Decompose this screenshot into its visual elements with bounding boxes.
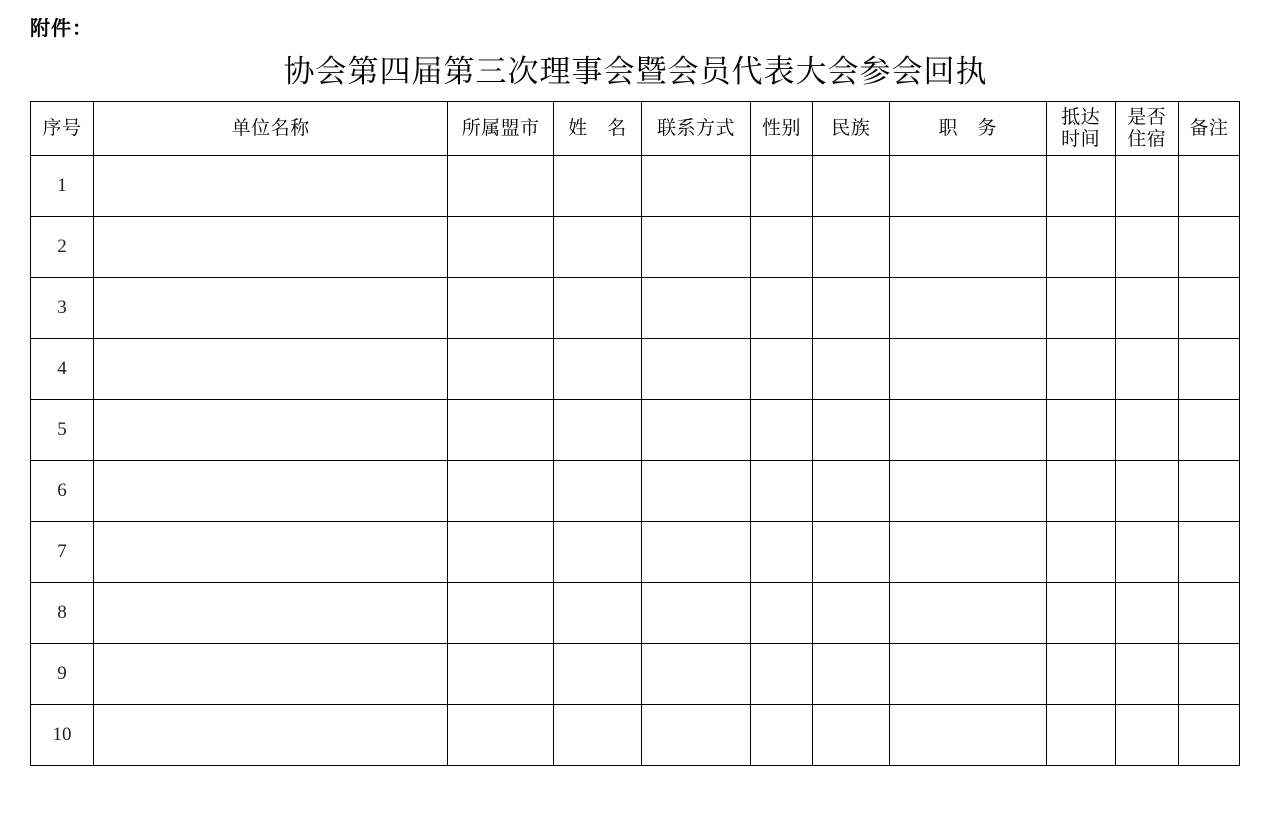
cell-region[interactable]	[448, 156, 554, 217]
attachment-label: 附件：	[30, 18, 93, 40]
cell-lodging[interactable]	[1115, 156, 1178, 217]
cell-arrival-time[interactable]	[1046, 583, 1115, 644]
page-title: 协会第四届第三次理事会暨会员代表大会参会回执	[283, 54, 988, 89]
cell-ethnicity[interactable]	[812, 705, 889, 766]
cell-gender[interactable]	[751, 644, 812, 705]
cell-index: 2	[31, 217, 94, 278]
cell-remark[interactable]	[1178, 522, 1239, 583]
table-row	[31, 583, 1240, 644]
cell-region[interactable]	[448, 400, 554, 461]
cell-lodging[interactable]	[1115, 278, 1178, 339]
cell-remark[interactable]	[1178, 583, 1239, 644]
column-header-contact: 联系方式	[641, 102, 751, 156]
cell-name[interactable]	[554, 217, 642, 278]
cell-unit[interactable]	[94, 705, 448, 766]
cell-unit[interactable]	[94, 156, 448, 217]
table-row	[31, 217, 1240, 278]
column-header-arrival-time	[1046, 102, 1115, 156]
cell-arrival-time[interactable]	[1046, 156, 1115, 217]
cell-lodging[interactable]	[1115, 583, 1178, 644]
cell-name[interactable]	[554, 339, 642, 400]
cell-index: 9	[31, 644, 94, 705]
cell-index: 7	[31, 522, 94, 583]
cell-gender[interactable]	[751, 400, 812, 461]
cell-position[interactable]	[889, 461, 1046, 522]
cell-contact[interactable]	[641, 278, 751, 339]
table-row	[31, 400, 1240, 461]
receipt-table	[30, 101, 1240, 766]
cell-arrival-time[interactable]	[1046, 522, 1115, 583]
cell-remark[interactable]	[1178, 400, 1239, 461]
cell-unit[interactable]	[94, 461, 448, 522]
receipt-table-container	[30, 101, 1240, 766]
cell-region[interactable]	[448, 278, 554, 339]
column-header-lodging-line1: 是否	[1127, 106, 1167, 128]
cell-gender[interactable]	[751, 217, 812, 278]
cell-ethnicity[interactable]	[812, 522, 889, 583]
cell-region[interactable]	[448, 644, 554, 705]
cell-lodging[interactable]	[1115, 400, 1178, 461]
cell-ethnicity[interactable]	[812, 278, 889, 339]
column-header-unit: 单位名称	[94, 102, 448, 156]
cell-gender[interactable]	[751, 461, 812, 522]
cell-arrival-time[interactable]	[1046, 339, 1115, 400]
cell-lodging[interactable]	[1115, 644, 1178, 705]
cell-lodging[interactable]	[1115, 461, 1178, 522]
table-row	[31, 156, 1240, 217]
table-body	[31, 156, 1240, 766]
cell-position[interactable]	[889, 339, 1046, 400]
cell-index: 1	[31, 156, 94, 217]
cell-name[interactable]	[554, 156, 642, 217]
cell-remark[interactable]	[1178, 705, 1239, 766]
table-row	[31, 522, 1240, 583]
cell-position[interactable]	[889, 644, 1046, 705]
cell-remark[interactable]	[1178, 339, 1239, 400]
column-header-arrival-time-line1: 抵达	[1061, 106, 1101, 128]
cell-index: 4	[31, 339, 94, 400]
cell-region[interactable]	[448, 583, 554, 644]
cell-gender[interactable]	[751, 705, 812, 766]
cell-ethnicity[interactable]	[812, 217, 889, 278]
cell-name[interactable]	[554, 522, 642, 583]
cell-unit[interactable]	[94, 583, 448, 644]
cell-arrival-time[interactable]	[1046, 400, 1115, 461]
cell-position[interactable]	[889, 522, 1046, 583]
table-row	[31, 278, 1240, 339]
table-row	[31, 461, 1240, 522]
cell-ethnicity[interactable]	[812, 461, 889, 522]
cell-remark[interactable]	[1178, 156, 1239, 217]
cell-remark[interactable]	[1178, 217, 1239, 278]
cell-lodging[interactable]	[1115, 339, 1178, 400]
table-header-row	[31, 102, 1240, 156]
cell-lodging[interactable]	[1115, 217, 1178, 278]
cell-contact[interactable]	[641, 217, 751, 278]
cell-ethnicity[interactable]	[812, 339, 889, 400]
column-header-gender: 性别	[751, 102, 812, 156]
cell-position[interactable]	[889, 156, 1046, 217]
column-header-lodging-line2: 住宿	[1127, 128, 1167, 150]
cell-ethnicity[interactable]	[812, 400, 889, 461]
cell-gender[interactable]	[751, 156, 812, 217]
cell-gender[interactable]	[751, 522, 812, 583]
cell-index: 5	[31, 400, 94, 461]
cell-arrival-time[interactable]	[1046, 705, 1115, 766]
cell-name[interactable]	[554, 705, 642, 766]
cell-unit[interactable]	[94, 644, 448, 705]
cell-region[interactable]	[448, 217, 554, 278]
cell-unit[interactable]	[94, 339, 448, 400]
cell-contact[interactable]	[641, 644, 751, 705]
cell-arrival-time[interactable]	[1046, 644, 1115, 705]
cell-contact[interactable]	[641, 522, 751, 583]
cell-position[interactable]	[889, 705, 1046, 766]
cell-name[interactable]	[554, 583, 642, 644]
table-row	[31, 644, 1240, 705]
cell-index: 8	[31, 583, 94, 644]
cell-region[interactable]	[448, 522, 554, 583]
cell-contact[interactable]	[641, 400, 751, 461]
table-row	[31, 705, 1240, 766]
cell-region[interactable]	[448, 705, 554, 766]
column-header-index: 序号	[31, 102, 94, 156]
cell-position[interactable]	[889, 583, 1046, 644]
cell-lodging[interactable]	[1115, 522, 1178, 583]
cell-unit[interactable]	[94, 400, 448, 461]
column-header-lodging	[1115, 102, 1178, 156]
cell-contact[interactable]	[641, 461, 751, 522]
cell-gender[interactable]	[751, 583, 812, 644]
cell-name[interactable]	[554, 400, 642, 461]
cell-name[interactable]	[554, 278, 642, 339]
cell-unit[interactable]	[94, 522, 448, 583]
cell-position[interactable]	[889, 400, 1046, 461]
table-row	[31, 339, 1240, 400]
cell-unit[interactable]	[94, 217, 448, 278]
cell-remark[interactable]	[1178, 461, 1239, 522]
cell-ethnicity[interactable]	[812, 156, 889, 217]
cell-lodging[interactable]	[1115, 705, 1178, 766]
cell-arrival-time[interactable]	[1046, 461, 1115, 522]
column-header-position: 职 务	[889, 102, 1046, 156]
cell-contact[interactable]	[641, 156, 751, 217]
cell-contact[interactable]	[641, 705, 751, 766]
cell-index: 10	[31, 705, 94, 766]
cell-position[interactable]	[889, 278, 1046, 339]
cell-index: 3	[31, 278, 94, 339]
cell-contact[interactable]	[641, 583, 751, 644]
cell-arrival-time[interactable]	[1046, 278, 1115, 339]
column-header-remark: 备注	[1178, 102, 1239, 156]
cell-name[interactable]	[554, 461, 642, 522]
cell-ethnicity[interactable]	[812, 583, 889, 644]
cell-index: 6	[31, 461, 94, 522]
cell-ethnicity[interactable]	[812, 644, 889, 705]
cell-name[interactable]	[554, 644, 642, 705]
cell-contact[interactable]	[641, 339, 751, 400]
column-header-arrival-time-line2: 时间	[1061, 128, 1101, 150]
cell-region[interactable]	[448, 461, 554, 522]
cell-gender[interactable]	[751, 339, 812, 400]
table-header	[31, 102, 1240, 156]
cell-arrival-time[interactable]	[1046, 217, 1115, 278]
cell-position[interactable]	[889, 217, 1046, 278]
column-header-region: 所属盟市	[448, 102, 554, 156]
column-header-ethnicity: 民族	[812, 102, 889, 156]
cell-gender[interactable]	[751, 278, 812, 339]
cell-remark[interactable]	[1178, 278, 1239, 339]
cell-remark[interactable]	[1178, 644, 1239, 705]
cell-region[interactable]	[448, 339, 554, 400]
column-header-name: 姓 名	[554, 102, 642, 156]
cell-unit[interactable]	[94, 278, 448, 339]
